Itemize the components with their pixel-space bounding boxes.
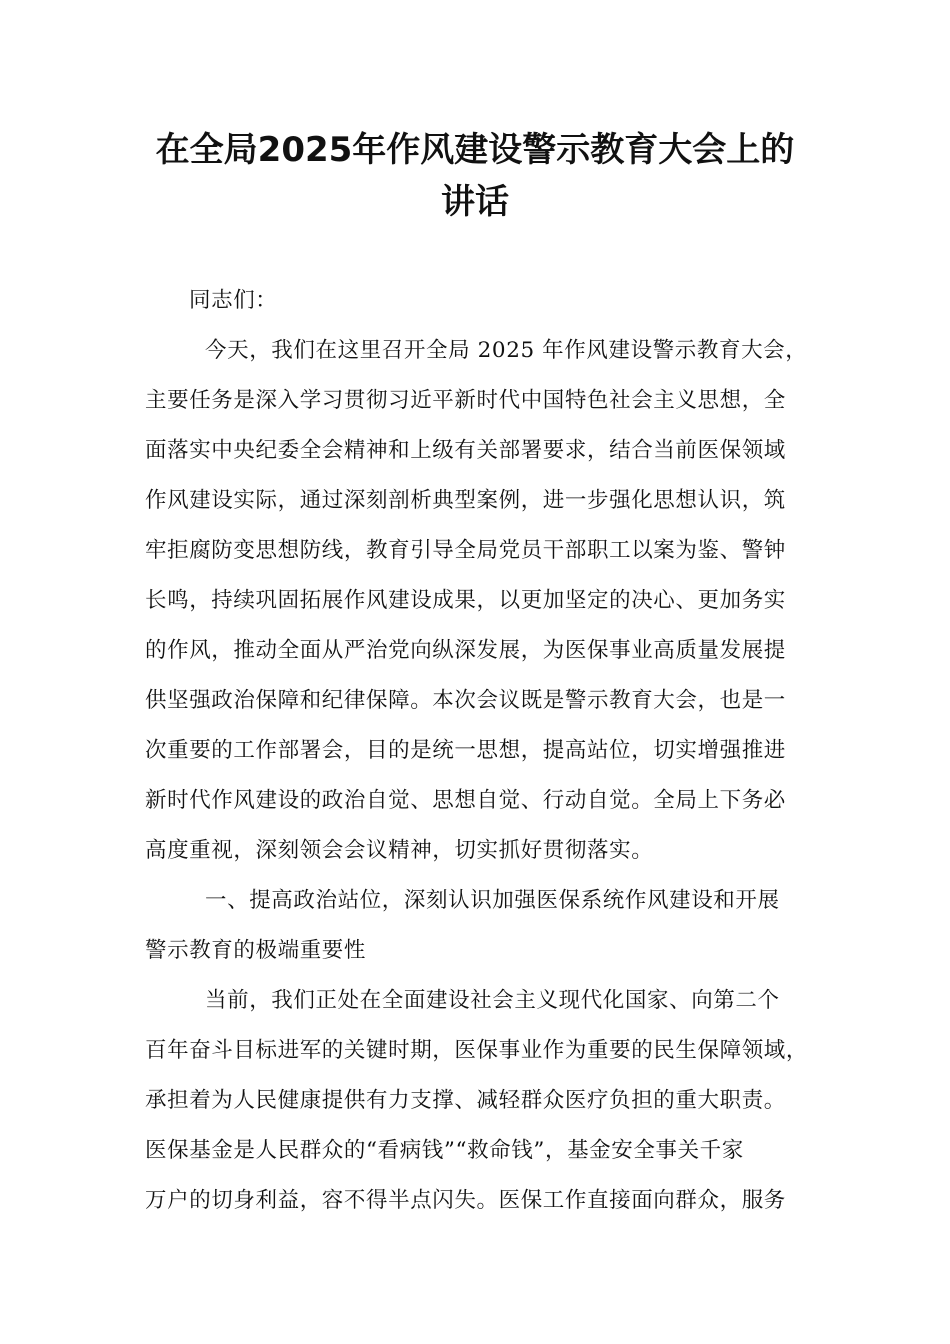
paragraph-line: 面落实中央纪委全会精神和上级有关部署要求，结合当前医保领域 bbox=[145, 438, 786, 463]
heading-line: 一、提高政治站位，深刻认识加强医保系统作风建设和开展 bbox=[205, 888, 780, 913]
paragraph-opening bbox=[145, 326, 810, 876]
paragraph-line: 作风建设实际，通过深刻剖析典型案例，进一步强化思想认识，筑 bbox=[145, 488, 786, 513]
title-line-2: 讲话 bbox=[441, 182, 509, 222]
paragraph-line: 主要任务是深入学习贯彻习近平新时代中国特色社会主义思想，全 bbox=[145, 388, 786, 413]
paragraph-line: 供坚强政治保障和纪律保障。本次会议既是警示教育大会，也是一 bbox=[145, 688, 786, 713]
document-body bbox=[145, 276, 810, 1226]
paragraph-line: 今天，我们在这里召开全局 2025 年作风建设警示教育大会， bbox=[205, 338, 808, 363]
paragraph-line: 牢拒腐防变思想防线，教育引导全局党员干部职工以案为鉴、警钟 bbox=[145, 538, 786, 563]
paragraph-line: 新时代作风建设的政治自觉、思想自觉、行动自觉。全局上下务必 bbox=[145, 788, 786, 813]
document-title bbox=[140, 124, 810, 228]
salutation: 同志们： bbox=[189, 288, 278, 313]
paragraph-current-situation bbox=[145, 976, 810, 1226]
paragraph-line: 的作风，推动全面从严治党向纵深发展，为医保事业高质量发展提 bbox=[145, 638, 786, 663]
title-line-1: 在全局2025年作风建设警示教育大会上的 bbox=[155, 130, 795, 170]
paragraph-line: 医保基金是人民群众的“看病钱”“救命钱”，基金安全事关千家 bbox=[145, 1138, 744, 1163]
section-heading-1 bbox=[145, 876, 810, 976]
paragraph-line: 高度重视，深刻领会会议精神，切实抓好贯彻落实。 bbox=[145, 838, 654, 863]
paragraph-line: 百年奋斗目标进军的关键时期，医保事业作为重要的民生保障领域， bbox=[145, 1038, 809, 1063]
paragraph-line: 万户的切身利益，容不得半点闪失。医保工作直接面向群众，服务 bbox=[145, 1188, 786, 1213]
paragraph-line: 长鸣，持续巩固拓展作风建设成果，以更加坚定的决心、更加务实 bbox=[145, 588, 786, 613]
paragraph-line: 当前，我们正处在全面建设社会主义现代化国家、向第二个 bbox=[205, 988, 780, 1013]
paragraph-line: 次重要的工作部署会，目的是统一思想，提高站位，切实增强推进 bbox=[145, 738, 786, 763]
paragraph-line: 承担着为人民健康提供有力支撑、减轻群众医疗负担的重大职责。 bbox=[145, 1088, 786, 1113]
heading-line: 警示教育的极端重要性 bbox=[145, 938, 367, 963]
